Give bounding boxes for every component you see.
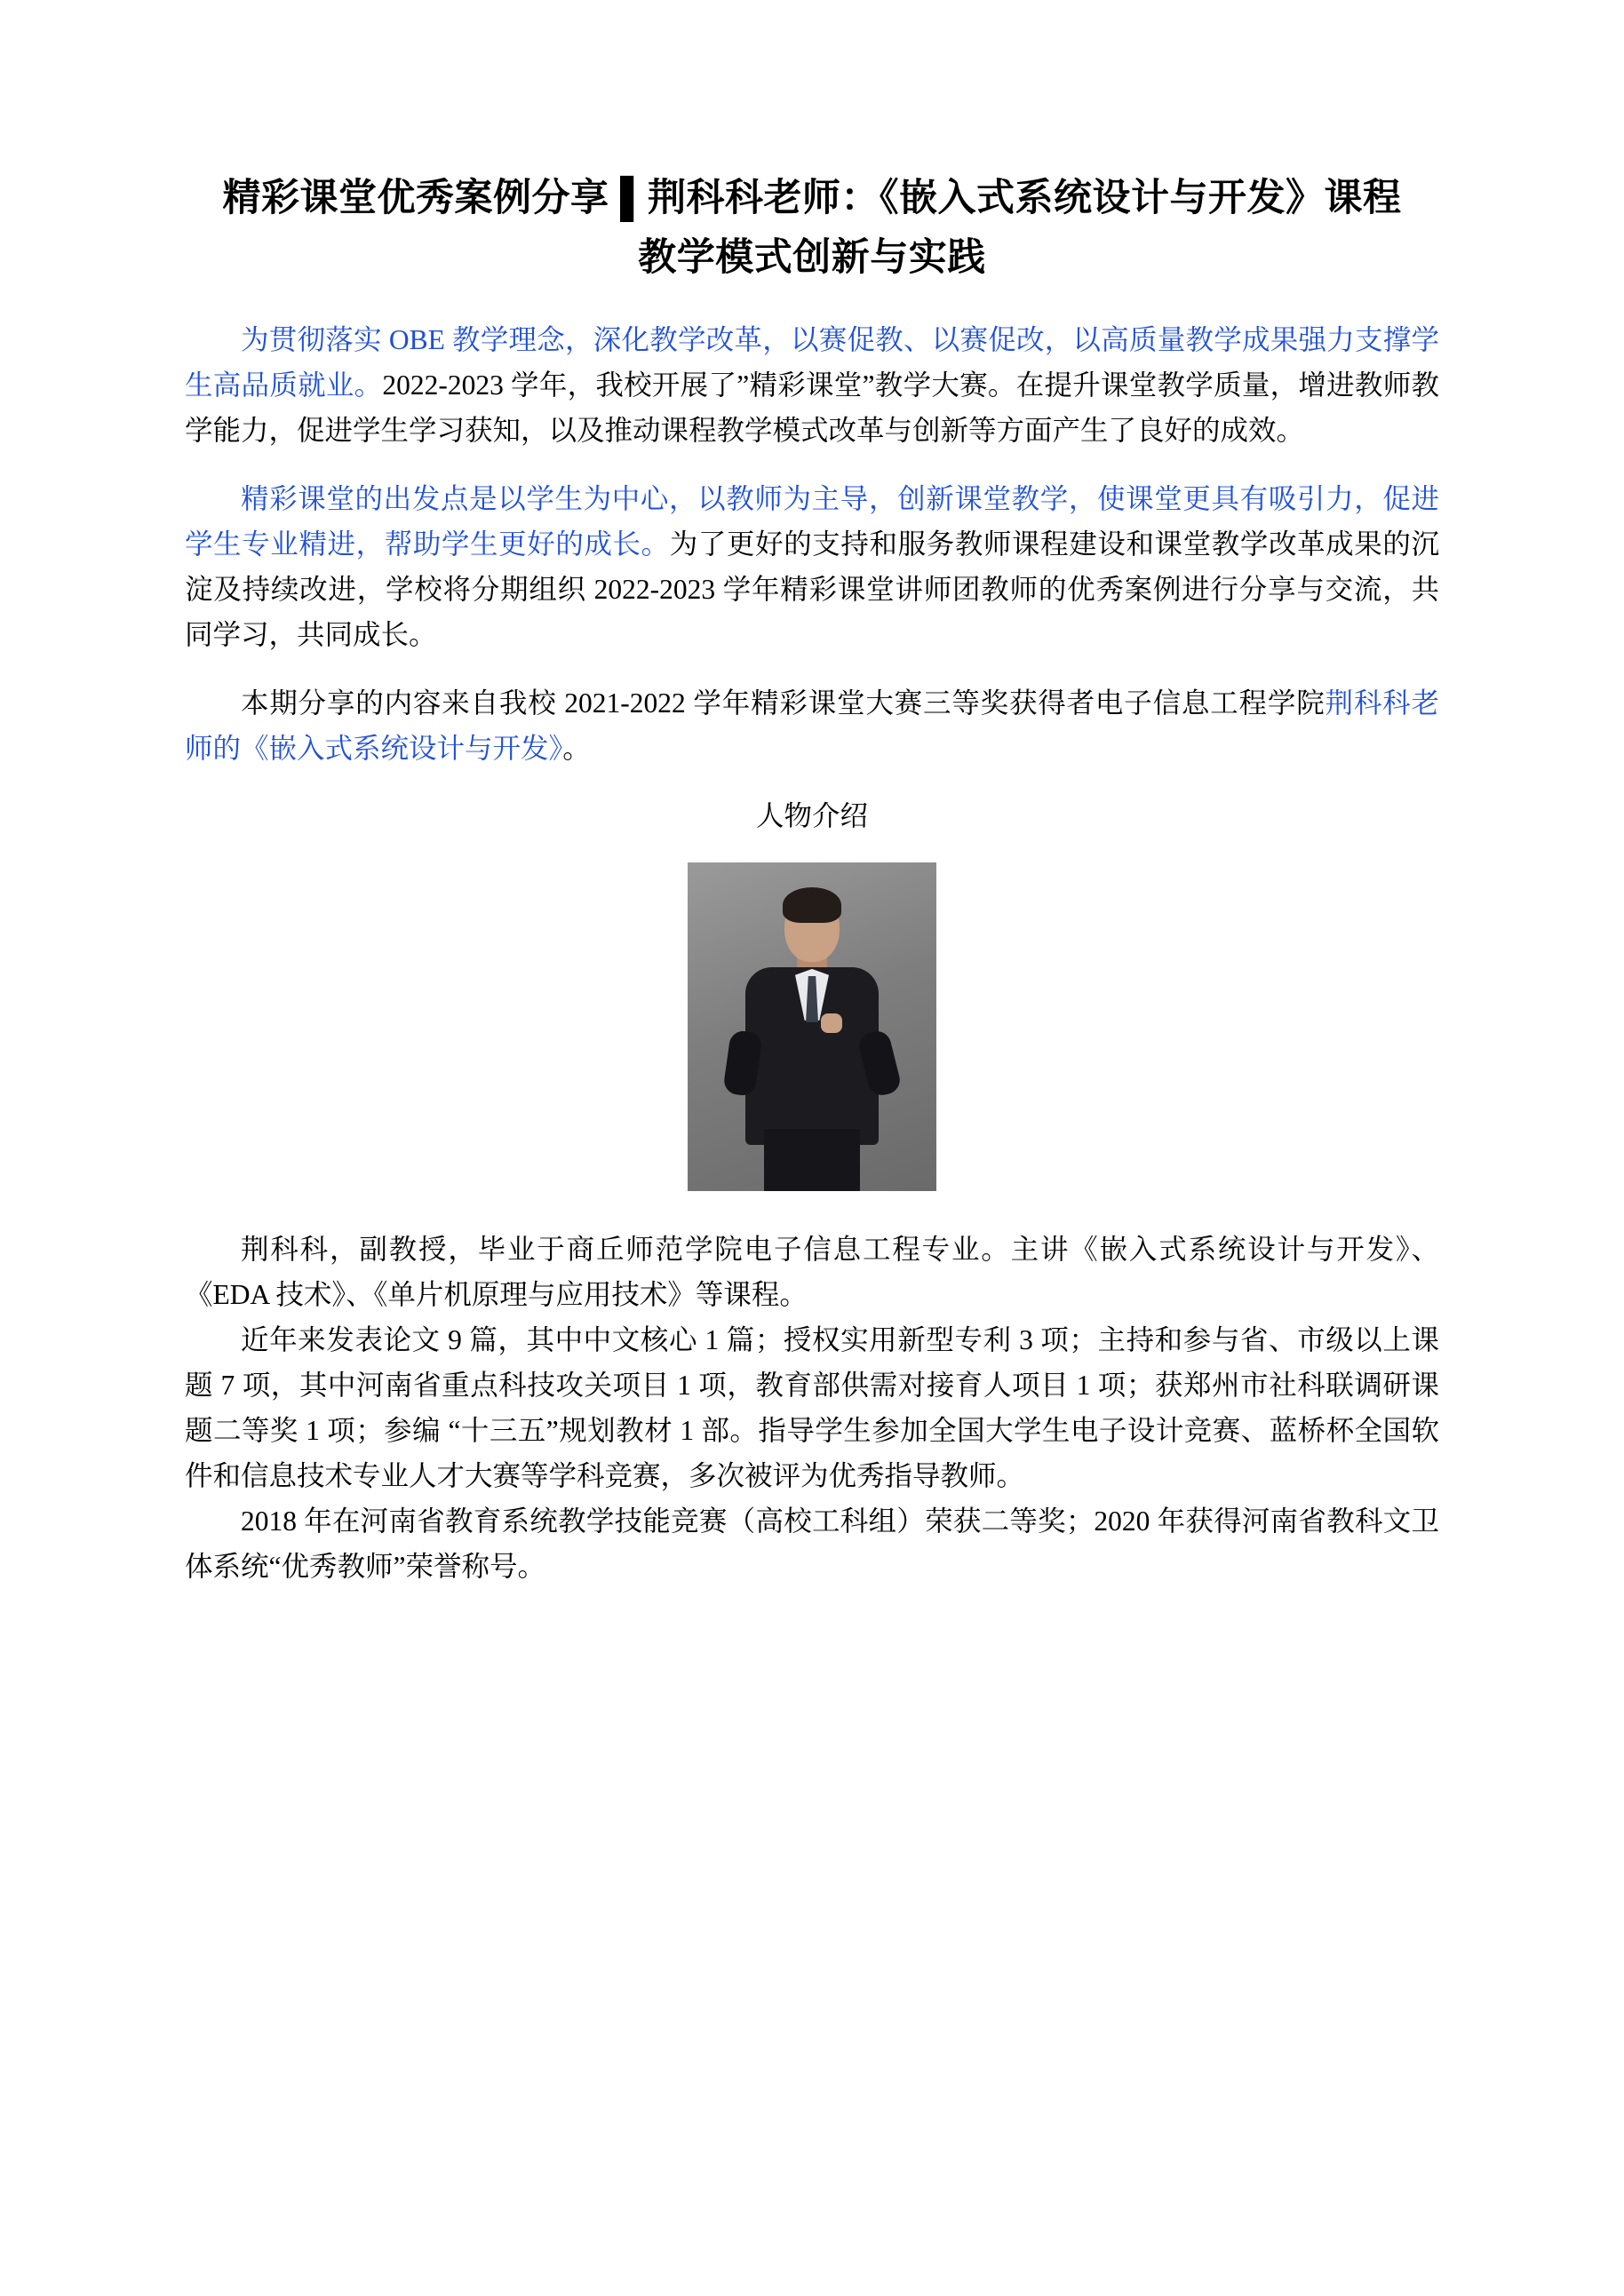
- bio-paragraph-2: 近年来发表论文 9 篇，其中中文核心 1 篇；授权实用新型专利 3 项；主持和参与省、市级以上课题 7 项，其中河南省重点科技攻关项目 1 项，教育部供需对接育人项目 1 项；获郑州市社科联调研课题二等奖 1 项；参编 “十三五”规划教材 1 部。指导学生参加全国大学生电子设计竞赛、蓝桥杯全国软件和信息技术专业人才大赛等学科竞赛，多次被评为优秀指导教师。: [185, 1323, 1439, 1491]
- section-heading-profile: 人物介绍: [755, 800, 868, 832]
- portrait-hair: [783, 887, 841, 923]
- bio-paragraph-1: 荆科科，副教授，毕业于商丘师范学院电子信息工程专业。主讲《嵌入式系统设计与开发》、《EDA 技术》、《单片机原理与应用技术》等课程。: [185, 1233, 1439, 1310]
- intro-paragraph-2: [185, 476, 1439, 657]
- intro-paragraph-1-highlight: 为贯彻落实 OBE 教学理念，深化教学改革，以赛促教、以赛促改，以高质量教学成果强力支撑学生高品质就业。: [185, 324, 1439, 401]
- portrait-hand: [821, 1013, 842, 1033]
- portrait-legs: [764, 1129, 860, 1191]
- teacher-portrait-photo: [688, 862, 936, 1191]
- intro-paragraph-3: [185, 680, 1439, 771]
- intro-paragraph-3-tail: 。: [562, 733, 591, 765]
- intro-paragraph-1-body: 2022-2023 学年，我校开展了”精彩课堂”教学大赛。在提升课堂教学质量，增进教师教学能力，促进学生学习获知，以及推动课程教学模式改革与创新等方面产生了良好的成效。: [185, 369, 1439, 447]
- page-title: 精彩课堂优秀案例分享 ▌荆科科老师：《嵌入式系统设计与开发》课程教学模式创新与实践: [222, 177, 1402, 279]
- intro-paragraph-1: [185, 317, 1439, 453]
- intro-paragraph-2-body: 为了更好的支持和服务教师课程建设和课堂教学改革成果的沉淀及持续改进，学校将分期组织 2022-2023 学年精彩课堂讲师团教师的优秀案例进行分享与交流，共同学习，共同成长。: [185, 528, 1439, 651]
- intro-paragraph-3-body: 本期分享的内容来自我校 2021-2022 学年精彩课堂大赛三等奖获得者电子信息工程学院: [241, 687, 1325, 719]
- portrait-container: [185, 862, 1439, 1191]
- intro-paragraph-3-highlight: 荆科科老师的《嵌入式系统设计与开发》: [185, 687, 1439, 765]
- intro-paragraph-2-highlight: 精彩课堂的出发点是以学生为中心，以教师为主导，创新课堂教学，使课堂更具有吸引力，促进学生专业精进，帮助学生更好的成长。: [185, 483, 1439, 560]
- bio-paragraph-3: 2018 年在河南省教育系统教学技能竞赛（高校工科组）荣获二等奖；2020 年获得河南省教科文卫体系统“优秀教师”荣誉称号。: [185, 1505, 1439, 1582]
